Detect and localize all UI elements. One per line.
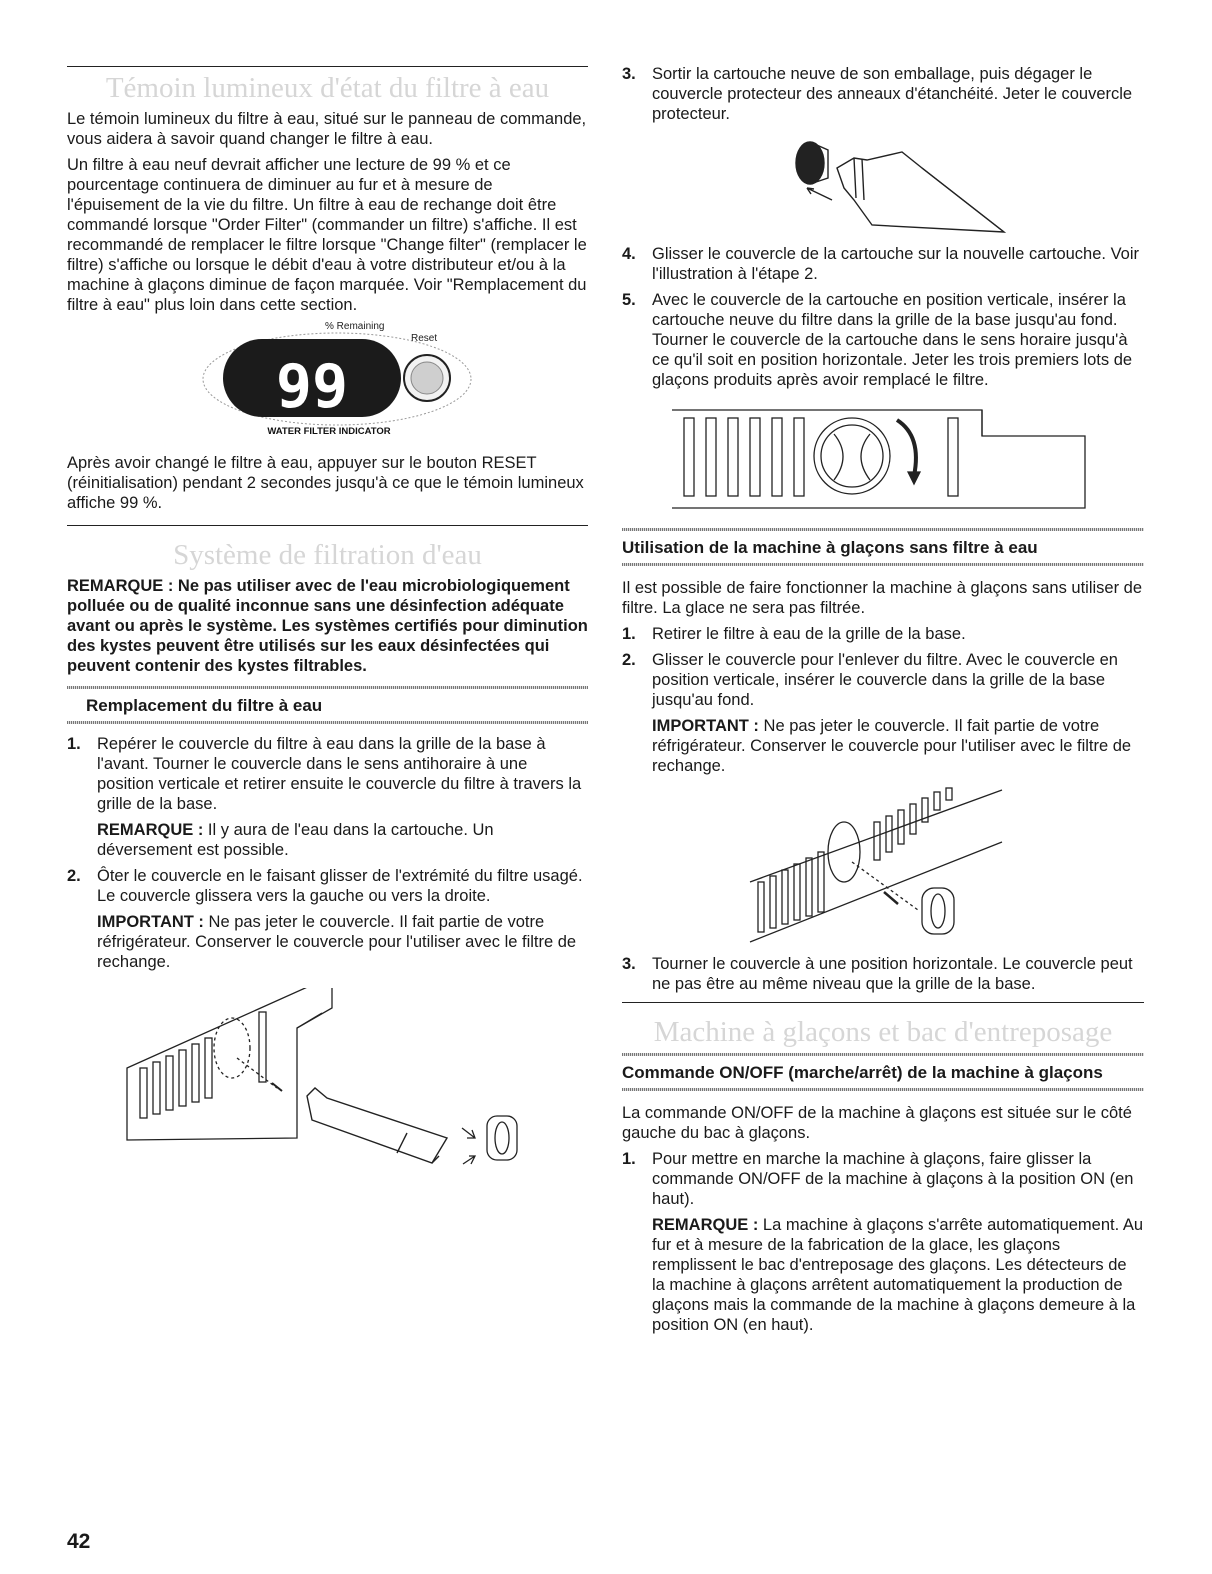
page-number: 42 xyxy=(67,1530,91,1553)
section-rule xyxy=(67,525,588,526)
step-number: 2. xyxy=(622,651,636,669)
list-item xyxy=(622,624,1144,644)
grille-slots xyxy=(758,788,952,932)
warning-note: REMARQUE : Ne pas utiliser avec de l'eau microbiologiquement polluée ou de qualité inconnue sans une désinfection adéquate avant ou après le système. Les systèmes certifiés pour diminution des kystes peuvent être utilisés sur les eaux désinfectées qui peuvent contenir des kystes filtrables. xyxy=(67,577,588,675)
section-rule xyxy=(622,1002,1144,1003)
step-important: IMPORTANT : Ne pas jeter le couvercle. Il fait partie de votre réfrigérateur. Conserver le couvercle pour l'utiliser avec le filtre de rechange. xyxy=(97,913,577,971)
filter-cartridge xyxy=(307,1088,447,1163)
step-number: 1. xyxy=(67,735,81,753)
list-item xyxy=(622,954,1144,994)
step-number: 3. xyxy=(622,955,636,973)
list-item xyxy=(622,244,1144,284)
left-column xyxy=(67,66,588,1168)
filter-cap xyxy=(922,888,954,934)
no-filter-steps-continued xyxy=(622,954,1144,994)
step-note: REMARQUE : Il y aura de l'eau dans la cartouche. Un déversement est possible. xyxy=(97,821,494,859)
step-text: Glisser le couvercle pour l'enlever du filtre. Avec le couvercle en position verticale, insérer le couvercle dans la grille de la base jusqu'au fond. xyxy=(652,651,1118,709)
filter-replacement-steps xyxy=(67,734,588,972)
step-number: 1. xyxy=(622,625,636,643)
step-text: Repérer le couvercle du filtre à eau dans la grille de la base à l'avant. Tourner le couvercle dans le sens antihoraire à une position verticale et retirer ensuite le couvercle du filtre à travers la grille de la base. xyxy=(97,735,582,813)
step-text: Sortir la cartouche neuve de son emballage, puis dégager le couvercle protecteur des anneaux d'étanchéité. Jeter le couvercle protecteur. xyxy=(652,65,1133,123)
no-filter-steps xyxy=(622,624,1144,776)
protective-cap xyxy=(796,142,828,184)
subhead-rule xyxy=(67,721,588,724)
step-number: 5. xyxy=(622,291,636,309)
step-text: Pour mettre en marche la machine à glaçons, faire glisser la commande ON/OFF de la machine à glaçons à la position ON (en haut). xyxy=(652,1150,1134,1208)
step-text: Glisser le couvercle de la cartouche sur la nouvelle cartouche. Voir l'illustration à l'étape 2. xyxy=(652,245,1139,283)
step-number: 4. xyxy=(622,245,636,263)
cap-arrows xyxy=(462,1128,475,1164)
paragraph: Il est possible de faire fonctionner la machine à glaçons sans utiliser de filtre. La glace ne sera pas filtrée. xyxy=(622,579,1143,617)
section-title-filtration: Système de filtration d'eau xyxy=(173,539,482,571)
indicator-bottom-label: WATER FILTER INDICATOR xyxy=(267,426,391,437)
ice-maker-steps xyxy=(622,1149,1144,1335)
step-number: 1. xyxy=(622,1150,636,1168)
paragraph: Un filtre à eau neuf devrait afficher une lecture de 99 % et ce pourcentage continuera de diminuer au fur et à mesure de l'épuisement de la vie du filtre. Un filtre à eau de rechange doit être commandé lorsque "Order Filter" (commander un filtre) s'affiche. Il est recommandé de remplacer le filtre lorsque "Change filter" (remplacer le filtre) s'affiche ou lorsque le débit d'eau à votre distributeur et/ou à la machine à glaçons diminue de façon marquée. Voir "Remplacement du filtre à eau" plus loin dans cette section. xyxy=(67,156,587,314)
subhead-rule xyxy=(622,1088,1144,1091)
paragraph: La commande ON/OFF de la machine à glaçons est située sur le côté gauche du bac à glaçons. xyxy=(622,1104,1132,1142)
subhead-no-filter: Utilisation de la machine à glaçons sans filtre à eau xyxy=(622,538,1038,557)
section-title-ice-maker: Machine à glaçons et bac d'entreposage xyxy=(653,1016,1113,1048)
cap-insertion-illustration xyxy=(622,782,1144,950)
list-item xyxy=(67,734,588,860)
step-important: IMPORTANT : Ne pas jeter le couvercle. Il fait partie de votre réfrigérateur. Conserver le couvercle pour l'utiliser avec le filtre de rechange. xyxy=(652,717,1132,775)
list-item xyxy=(67,866,588,972)
cartridge-unwrap-illustration xyxy=(622,130,1144,240)
cartridge-cap-horizontal xyxy=(814,418,890,494)
reset-label: Reset xyxy=(411,333,438,344)
paragraph: Le témoin lumineux du filtre à eau, situé sur le panneau de commande, vous aidera à savoir quand changer le filtre à eau. xyxy=(67,110,587,148)
list-item xyxy=(622,1149,1144,1335)
filter-cap xyxy=(487,1116,517,1160)
step-note: REMARQUE : La machine à glaçons s'arrête automatiquement. Au fur et à mesure de la fabrication de la glace, les glaçons remplissent le bac d'entreposage des glaçons. Les détecteurs de la machine à glaçons arrêtent automatiquement la production de glaçons mais la commande de la machine à glaçons demeure à la position ON (en haut). xyxy=(652,1216,1144,1334)
filter-replacement-steps-continued xyxy=(622,64,1144,124)
list-item xyxy=(622,650,1144,776)
water-filter-indicator-illustration xyxy=(67,321,588,443)
paragraph: Après avoir changé le filtre à eau, appuyer sur le bouton RESET (réinitialisation) pendant 2 secondes jusqu'à ce que le témoin lumineux affiche 99 %. xyxy=(67,454,584,512)
display-value: 99 xyxy=(275,352,349,422)
filter-removal-illustration xyxy=(67,988,588,1168)
section-title-filter-indicator: Témoin lumineux d'état du filtre à eau xyxy=(105,72,550,104)
filter-replacement-steps-continued xyxy=(622,244,1144,390)
step-number: 3. xyxy=(622,65,636,83)
subhead-on-off-control: Commande ON/OFF (marche/arrêt) de la machine à glaçons xyxy=(622,1063,1103,1082)
step-number: 2. xyxy=(67,867,81,885)
cartridge-insertion-illustration xyxy=(622,396,1144,516)
step-text: Retirer le filtre à eau de la grille de la base. xyxy=(652,625,966,643)
list-item xyxy=(622,64,1144,124)
step-text: Avec le couvercle de la cartouche en position verticale, insérer la cartouche neuve du filtre dans la grille de la base jusqu'au fond. Tourner le couvercle de la cartouche dans le sens horaire jusqu'à ce qu'il soit en position horizontale. Jeter les trois premiers lots de glaçons produits après avoir remplacé le filtre. xyxy=(652,291,1133,389)
step-text: Ôter le couvercle en le faisant glisser de l'extrémité du filtre usagé. Le couvercle glissera vers la gauche ou vers la droite. xyxy=(97,867,583,905)
subhead-rule xyxy=(622,563,1144,566)
step-text: Tourner le couvercle à une position horizontale. Le couvercle peut ne pas être au même niveau que la grille de la base. xyxy=(652,955,1133,993)
right-column xyxy=(622,64,1144,1341)
subhead-filter-replacement: Remplacement du filtre à eau xyxy=(86,696,323,715)
list-item xyxy=(622,290,1144,390)
percent-remaining-label: % Remaining xyxy=(325,321,385,332)
section-rule xyxy=(67,66,588,67)
